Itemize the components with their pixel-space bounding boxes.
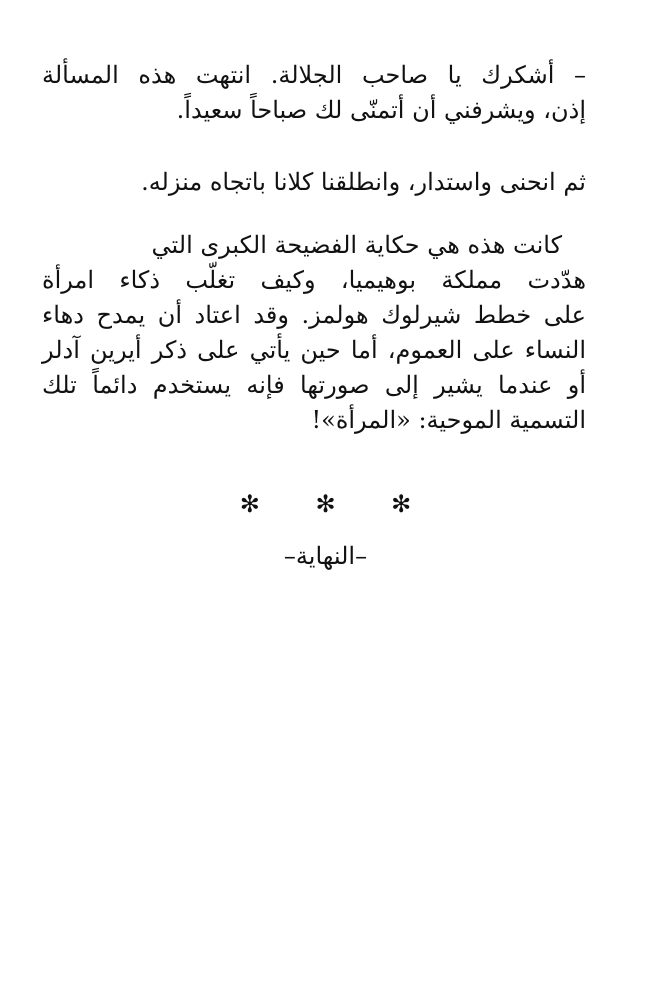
paragraph-conclusion [42,228,586,438]
end-marker: –النهاية– [283,542,368,570]
paragraph-departure [42,165,586,200]
paragraph-dialogue [42,58,586,128]
text-line: – أشكرك يا صاحب الجلالة. انتهت هذه المسألة [42,61,586,89]
text-line: التسمية الموحية: «المرأة»! [311,406,586,434]
text-line: النساء على العموم، أما حين يأتي على ذكر أيرين آدلر [42,336,586,364]
section-separator: ✻ ✻ ✻ [239,490,436,518]
text-line: كانت هذه هي حكاية الفضيحة الكبرى التي [151,231,562,259]
text-line: أو عندما يشير إلى صورتها فإنه يستخدم دائماً تلك [42,371,586,399]
text-line: على خطط شيرلوك هولمز. وقد اعتاد أن يمدح دهاء [42,301,586,329]
text-line: هدّدت مملكة بوهيميا، وكيف تغلّب ذكاء امرأة [42,266,586,294]
text-line: ثم انحنى واستدار، وانطلقنا كلانا باتجاه منزله. [141,168,586,196]
text-line: إذن، ويشرفني أن أتمنّى لك صباحاً سعيداً. [176,96,586,124]
